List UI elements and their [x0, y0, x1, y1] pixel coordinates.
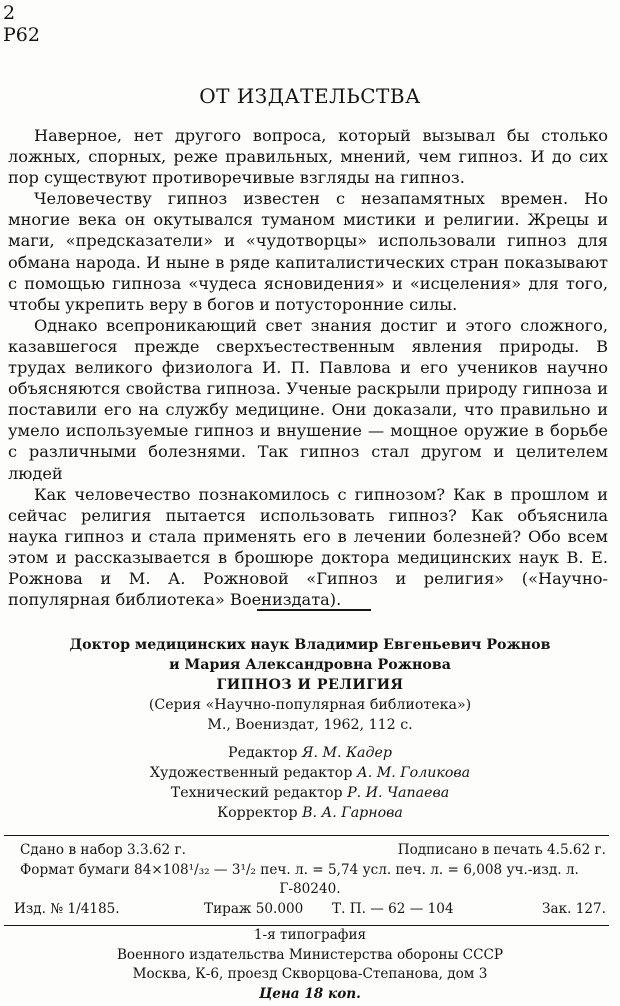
classification-code: Р62 [3, 24, 40, 46]
staff-name: В. А. Гарнова [302, 805, 403, 821]
paragraph-2: Человечеству гипноз известен с незапамятных времен. Но многие века он окутывался туманом мистики и религии. Жрецы и маги, «предсказатели» и «чудотворцы» использовали гипноз для обмана народа. И ныне в ряде капиталистических стран показывают с помощью гипноза «чудеса ясновидения» и «исцеления» для того, чтобы укрепить веру в богов и потусторонние силы. [8, 189, 608, 314]
imprint-format: Формат бумаги 84×108¹/₃₂ — 3¹/₂ печ. л. = 5,74 усл. печ. л. = 6,008 уч.-изд. л. [20, 862, 579, 878]
paragraph-4: Как человечество познакомилось с гипнозом? Как в прошлом и сейчас религия пытается использовать гипноз? Как объяснила наука гипноз и стала применять его в лечении болезней? Обо всем этом и рассказывается в брошюре доктора медицинских наук В. Е. Рожнова и М. А. Рожновой «Гипноз и религия» («Научно-популярная библиотека» Воениздата). [8, 484, 608, 610]
staff-list [0, 743, 620, 823]
imprint-print-run: Тираж 50.000 [204, 901, 304, 917]
staff-name: Р. И. Чапаева [347, 785, 450, 801]
printing-house [0, 926, 620, 1004]
series-line: (Серия «Научно-популярная библиотека») [148, 697, 472, 713]
imprint-top-rule [4, 835, 609, 836]
book-credits [0, 635, 620, 735]
printing-line-2: Военного издательства Министерства обороны СССР [116, 946, 504, 963]
staff-name: А. М. Голикова [356, 765, 471, 781]
authors-line-1: Доктор медицинских наук Владимир Евгеньевич Рожнов [69, 637, 551, 653]
imprint-edition-no: Изд. № 1/4185. [14, 901, 120, 917]
staff-role: Технический редактор [170, 785, 343, 801]
paragraph-3: Однако всепроникающий свет знания достиг и этого сложного, казавшегося прежде сверхъестественным явления природы. В трудах великого физиолога И. П. Павлова и его учеников научно объясняются свойства гипноза. Ученые раскрыли природу гипноза и поставили его на службу медицине. Они доказали, что правильно и умело используемые гипноз и внушение — мощное оружие в борьбе с различными болезнями. Так гипноз стал другом и целителем людей [8, 315, 608, 483]
paragraph-1: Наверное, нет другого вопроса, который вызывал бы столько ложных, спорных, реже правильных, мнений, чем гипноз. И до сих пор существуют противоречивые взгляды на гипноз. [8, 126, 608, 188]
staff-row [0, 743, 620, 763]
page-number: 2 [3, 2, 16, 24]
staff-role: Редактор [228, 745, 298, 761]
staff-row [0, 783, 620, 803]
staff-row [0, 803, 620, 823]
printing-line-3: Москва, К-6, проезд Скворцова-Степанова, дом 3 [132, 966, 488, 982]
authors-line-2: и Мария Александровна Рожнова [169, 657, 451, 673]
staff-role: Художественный редактор [149, 765, 353, 781]
imprint-signed: Подписано в печать 4.5.62 г. [397, 842, 606, 858]
staff-name: Я. М. Кадер [302, 745, 392, 761]
staff-role: Корректор [217, 805, 298, 821]
book-title: ГИПНОЗ И РЕЛИГИЯ [216, 677, 404, 693]
imprint-plan: Т. П. — 62 — 104 [332, 901, 454, 917]
imprint-license: Г-80240. [279, 881, 341, 897]
staff-row [0, 763, 620, 783]
section-divider [257, 609, 371, 611]
printing-line-1: 1-я типография [253, 927, 367, 943]
body-text [8, 125, 608, 610]
imprint-order: Зак. 127. [542, 901, 606, 917]
price-label: Цена 18 коп. [259, 985, 361, 1002]
imprint-typeset: Сдано в набор 3.3.62 г. [20, 842, 186, 858]
page-heading: ОТ ИЗДАТЕЛЬСТВА [199, 84, 421, 108]
publisher-line: М., Воениздат, 1962, 112 с. [207, 717, 413, 733]
